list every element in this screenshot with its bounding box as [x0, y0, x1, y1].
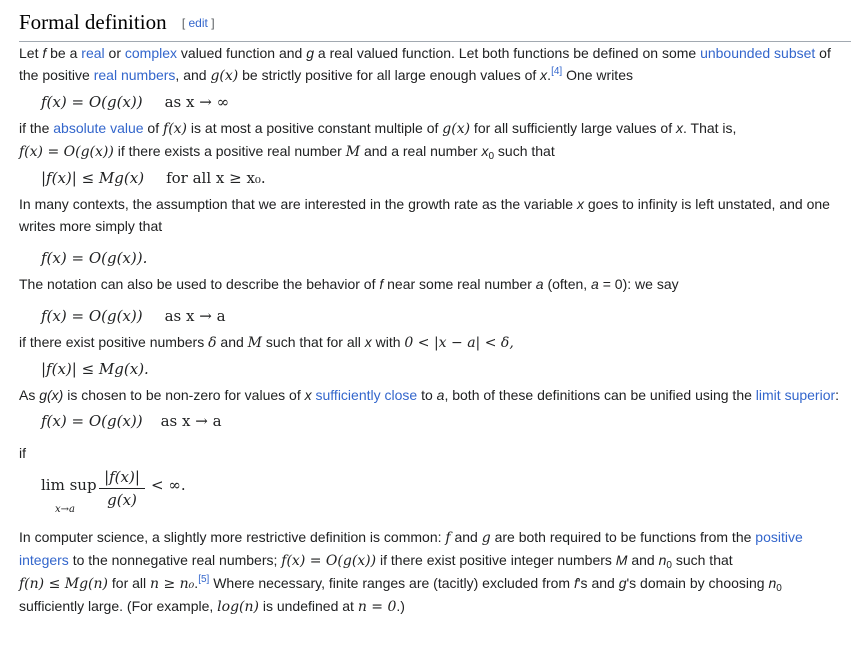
link-positive-integers[interactable]: positive integers — [19, 529, 803, 568]
paragraph: In many contexts, the assumption that we are interested in the growth rate as the variable x goes to infinity is left unstated, and one writes more simply that — [19, 196, 830, 234]
paragraph: In computer science, a slightly more restrictive definition is common: f and g are both required to be functions from the positive integers to the nonnegative real numbers; f(x) = O(g(x)) if there exist positive integer numbers M and $n_0$ such that — [19, 529, 803, 571]
display-equation: f(x) = O(g(x)) as x → a — [41, 307, 226, 325]
display-equation: |f(x)| ≤ Mg(x). — [41, 360, 149, 378]
fraction — [99, 468, 145, 509]
display-equation: |f(x)| ≤ Mg(x) for all x ≥ x₀. — [41, 169, 266, 187]
paragraph: if the absolute value of f(x) is at most a positive constant multiple of g(x) for all sufficiently large values of x. That is, — [19, 120, 737, 137]
numerator: |f(x)| — [99, 468, 145, 489]
paragraph: if — [19, 445, 26, 461]
link-unbounded-subset[interactable]: unbounded subset — [700, 45, 816, 61]
paragraph: f(x) = O(g(x)) if there exists a positive real number M and a real number $x_0$ such that — [19, 143, 555, 162]
limsup-operator: lim sup — [41, 476, 97, 494]
display-equation: f(x) = O(g(x)) as x → ∞ — [41, 93, 230, 111]
section-title: Formal definition — [19, 10, 167, 34]
link-limit-superior[interactable]: limit superior — [755, 387, 836, 403]
paragraph: As g(x) is chosen to be non-zero for values of x sufficiently close to a, both of these definitions can be unified using the limit superior: — [19, 387, 840, 403]
article-body — [19, 42, 849, 618]
limsup-equation — [19, 468, 849, 526]
citation-4[interactable]: [4] — [551, 66, 563, 77]
paragraph: if there exist positive numbers δ and M such that for all x with 0 < |x − a| < δ, — [19, 334, 514, 351]
denominator: g(x) — [107, 491, 137, 509]
paragraph: The notation can also be used to describe the behavior of f near some real number a (often, a = 0): we say — [19, 276, 679, 292]
link-real-numbers[interactable]: real numbers — [93, 67, 176, 83]
paragraph: Let f be a real or complex valued function and g a real valued function. Let both functions be defined on some unbounded subset of the positive real numbers, and g(x) be strictly positive for all large enough values of x.[4] One writes — [19, 45, 831, 84]
link-complex[interactable]: complex — [124, 45, 178, 61]
link-sufficiently-close[interactable]: sufficiently close — [315, 387, 418, 403]
math-inline: g(x) — [210, 68, 239, 84]
display-equation: f(x) = O(g(x)). — [41, 249, 148, 267]
edit-section: [ edit ] — [181, 16, 215, 30]
paragraph: f(n) ≤ Mg(n) for all n ≥ n₀.[5] Where necessary, finite ranges are (tacitly) excluded from f's and g's domain by choosing $n_0$ — [19, 574, 782, 594]
paragraph: sufficiently large. (For example, log(n) is undefined at n = 0.) — [19, 598, 405, 615]
section-heading — [19, 8, 851, 42]
link-absolute-value[interactable]: absolute value — [53, 120, 144, 136]
limsup-rhs: < ∞. — [151, 476, 186, 494]
link-real[interactable]: real — [81, 45, 105, 61]
display-equation: f(x) = O(g(x)) as x → a — [41, 412, 222, 430]
edit-link[interactable]: edit — [188, 16, 208, 30]
citation-5[interactable]: [5] — [198, 574, 210, 585]
limsup-subscript: x→a — [55, 504, 75, 515]
